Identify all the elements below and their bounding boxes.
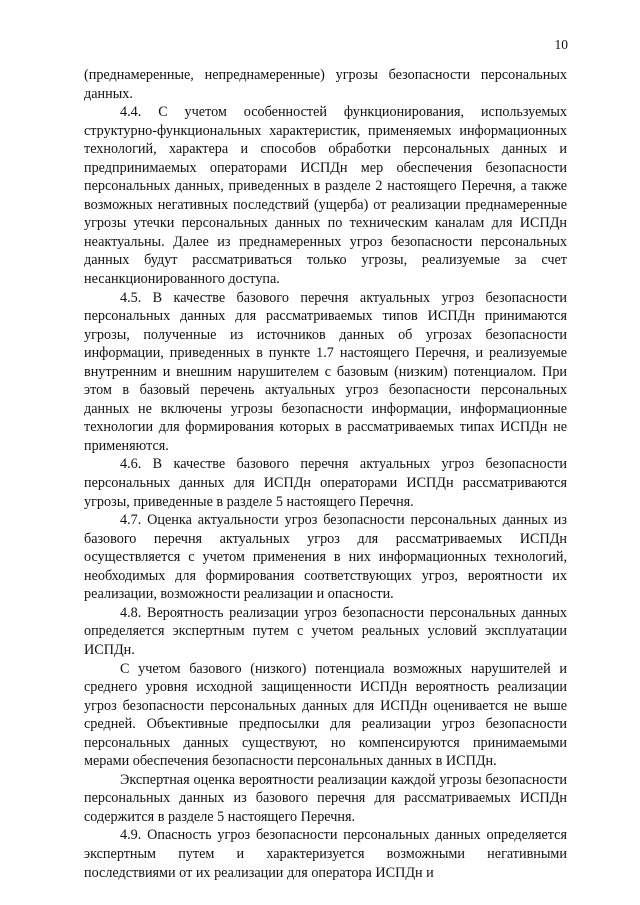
paragraph-4-4: 4.4. С учетом особенностей функционирования, используемых структурно-функциональных характеристик, применяемых информационных технологий, характера и способов обработки персональных данных и предпринимаемых операторами ИСПДн мер обеспечения безопасности персональных данных, приведенных в разделе 2 настоящего Перечня, а также возможных негативных последствий (ущерба) от реализации преднамеренные угрозы утечки персональных данных по техническим каналам для ИСПДн неактуальны. Далее из преднамеренных угроз безопасности персональных данных будут рассматриваться только угрозы, реализуемые за счет несанкционированного доступа. — [84, 104, 567, 288]
document-body — [84, 66, 567, 882]
paragraph-potential: С учетом базового (низкого) потенциала возможных нарушителей и среднего уровня исходной защищенности ИСПДн вероятность реализации угроз безопасности персональных данных для ИСПДн оценивается не выше средней. Объективные предпосылки для реализации угроз безопасности персональных данных существуют, но компенсируются принимаемыми мерами обеспечения безопасности персональных данных в ИСПДн. — [84, 660, 567, 770]
paragraph-expert-assessment: Экспертная оценка вероятности реализации каждой угрозы безопасности персональных данных из базового перечня для рассматриваемых ИСПДн содержится в разделе 5 настоящего Перечня. — [84, 771, 567, 825]
paragraph-4-7: 4.7. Оценка актуальности угроз безопасности персональных данных из базового перечня актуальных угроз для рассматриваемых ИСПДн осуществляется с учетом применения в них информационных технологий, необходимых для формирования соответствующих угроз, вероятности их реализации, возможности реализации и опасности. — [84, 512, 567, 603]
paragraph-continuation: (преднамеренные, непреднамеренные) угрозы безопасности персональных данных. — [84, 67, 567, 102]
paragraph-4-6: 4.6. В качестве базового перечня актуальных угроз безопасности персональных данных для ИСПДн операторами ИСПДн рассматриваются угрозы, приведенные в разделе 5 настоящего Перечня. — [84, 456, 567, 510]
paragraph-4-9: 4.9. Опасность угроз безопасности персональных данных определяется экспертным путем и характеризуется возможными негативными последствиями от их реализации для оператора ИСПДн и — [84, 827, 567, 881]
paragraph-4-8: 4.8. Вероятность реализации угроз безопасности персональных данных определяется экспертным путем с учетом реальных условий эксплуатации ИСПДн. — [84, 604, 567, 658]
paragraph-4-5: 4.5. В качестве базового перечня актуальных угроз безопасности персональных данных для рассматриваемых типов ИСПДн принимаются угрозы, полученные из источников данных об угрозах безопасности информации, приведенных в пункте 1.7 настоящего Перечня, и реализуемые внутренним и внешним нарушителем с базовым (низким) потенциалом. При этом в базовый перечень актуальных угроз безопасности персональных данных не включены угрозы безопасности информации, информационные технологии для формирования которых в рассматриваемых типах ИСПДн не применяются. — [84, 289, 567, 454]
page-number: 10 — [554, 37, 568, 52]
